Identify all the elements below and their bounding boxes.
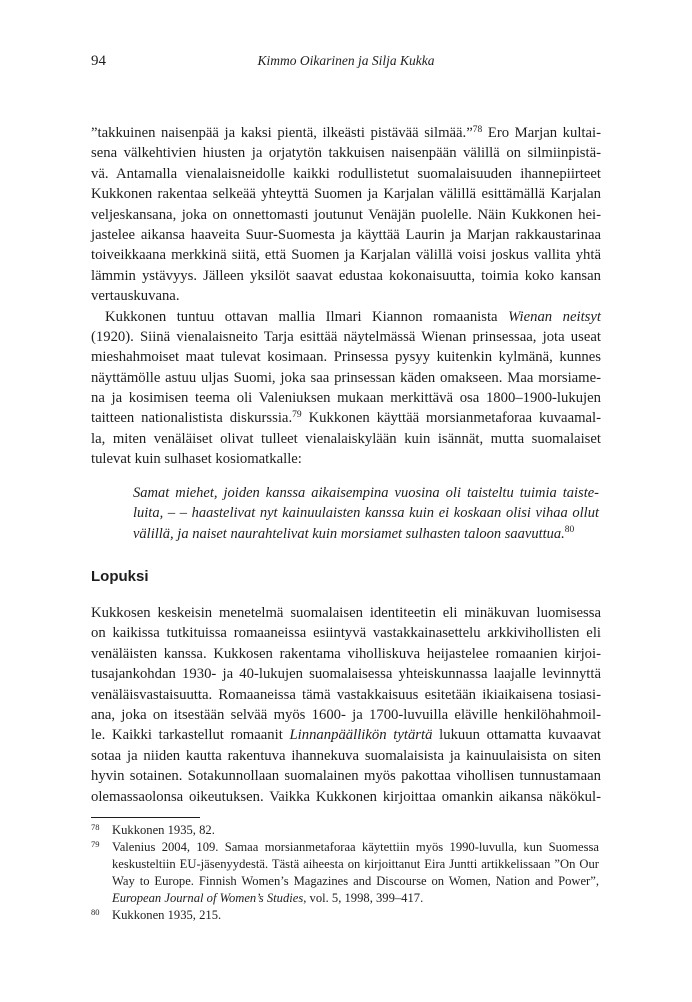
body-line: la, miten venäläiset olivat tulleet vienalaiskylään kuin isännät, mutta suomalaiset (91, 430, 601, 447)
body-line: tusajankohdan 1930- ja 40-lukujen suomalaisessa yhteiskunnassa laajalle levinnyttä (91, 666, 601, 683)
line-text: le. Kaikki tarkastellut romaanit (91, 727, 290, 744)
page-number: 94 (91, 53, 106, 69)
footnote-line (112, 890, 599, 907)
footnote-number: 79 (91, 839, 100, 849)
line-text: Kukkonen käyttää morsianmetaforaa kuvaamal- (301, 410, 601, 427)
body-text (91, 123, 601, 470)
body-line: Kukkonen rakentaa selkeää yhteyttä Suomen ja Karjalan välillä esittämällä Karjalan (91, 186, 601, 203)
body-line: venäläisten kanssa. Kukkosen rakentama viholliskuva heijastelee romaanien kirjoi- (91, 645, 601, 662)
footnote-line: Valenius 2004, 109. Samaa morsianmetaforaa käytettiin myös 1990-luvulla, kun Suomessa (112, 840, 599, 854)
line-text: Kukkonen tuntuu ottavan mallia Ilmari Kiannon romaanista (105, 308, 509, 325)
footnote-number: 80 (91, 907, 100, 917)
line-text: Ero Marjan kultai- (482, 125, 601, 141)
book-title: Wienan neitsyt (508, 308, 601, 325)
body-line: näyttämölle astuu uljas Suomi, joka saa prinsessan käden omakseen. Maa morsiame- (91, 369, 601, 386)
body-line (91, 307, 601, 327)
quote-line: luita, – – haastelivat nyt kainuulaisten kanssa kuin ei koskaan olisi vihaa ollut (133, 505, 599, 522)
paragraph-2 (91, 307, 601, 470)
section-heading: Lopuksi (91, 568, 149, 585)
paragraph-1 (91, 123, 601, 307)
paragraph-3 (91, 603, 601, 807)
body-line: hyvin sotainen. Sotakunnollaan suomalainen myös pakottaa vihollisen tunnustamaan (91, 768, 601, 785)
body-line: on kaikissa tutkituissa romaaneissa esiintyvä vastakkainasettelu arkkivihollisten eli (91, 625, 601, 642)
line-text: taitteen nationalistista diskurssia. (91, 410, 293, 427)
footnote-line: Kukkonen 1935, 215. (112, 908, 222, 922)
footnote-number: 78 (91, 822, 100, 832)
body-line: mieshahmoiset maat tulevat kosimaan. Prinsessa pysyy kuitenkin kylmänä, kunnes (91, 349, 601, 366)
body-line (91, 123, 601, 143)
body-line: lämmin ystävyys. Jälleen yksilöt saavat edustaa kokonaisuutta, toimia koko kansan (91, 267, 601, 284)
body-line: vertauskuvana. (91, 288, 180, 305)
body-line: olemassaolonsa oikeutuksen. Vaikka Kukkonen kirjoittaa omankin aikansa näkökul- (91, 788, 601, 805)
footnotes (91, 822, 599, 924)
quote-line (133, 524, 599, 544)
body-line: tulevat kuin sulhaset kosiomatkalle: (91, 451, 302, 468)
footnote-line: Kukkonen 1935, 82. (112, 823, 215, 837)
body-line (91, 725, 601, 745)
running-head: Kimmo Oikarinen ja Silja Kukka (257, 53, 435, 68)
footnote (91, 839, 599, 907)
body-line: (1920). Siinä vienalaisneito Tarja esittää näytelmässä Wienan prinsessaa, jota useat (91, 328, 601, 345)
body-line: jastelee aikansa haaveita Suur-Suomesta ja käyttää Laurin ja Marjan rakkaustarinaa (91, 226, 601, 243)
body-line: sena välkehtivien hiusten ja orjatytön takkuisen naisenpään välillä on silmiinpistä- (91, 145, 601, 162)
body-line: toiveikkaana merkkinä siitä, että Suomen ja Karjalan välillä voisi joskus vallita yhtä (91, 247, 601, 264)
line-text: lukuun ottamatta kuvaavat (432, 727, 601, 744)
line-text: välillä, ja naiset naurahtelivat kuin morsiamet sulhasten taloon saavuttua. (133, 525, 565, 542)
line-text: , vol. 5, 1998, 399–417. (303, 891, 424, 905)
body-line: ana, joka on itsestään selvää myös 1600- ja 1700-luvuilla eläville henkilöhahmoil- (91, 706, 601, 723)
footnote (91, 822, 599, 839)
book-title: Linnanpäällikön tytärtä (289, 727, 433, 744)
block-quote (133, 483, 599, 544)
body-line: na ja kosimisen teema oli Valeniuksen mukaan merkittävä osa 1800–1900-lukujen (91, 390, 601, 407)
body-line: sotaa ja niiden kautta rakentuva ihannekuva suomalaisista ja kainuulaisista on siten (91, 747, 601, 764)
body-line: vä. Antamalla vienalaisneidolle kaikki rodullistetut suomalaisuuden ihannepiirteet (91, 165, 601, 182)
footnote-line: keskusteltiin EU-jäsenyydestä. Tästä aiheesta on kirjoittanut Eira Juntti artikkelissaan ”On Our (112, 857, 599, 871)
body-line: veljeskansana, joka on onnettomasti joutunut Venäjän puolelle. Näin Kukkonen hei- (91, 206, 601, 223)
line-text: ”takkuinen naisenpää ja kaksi pientä, ilkeästi pistävää silmää.” (91, 125, 473, 141)
footnote-line: Way to Europe. Finnish Women’s Magazines and Discourse on Women, Nation and Power”, (112, 874, 599, 888)
footnote-ref: 79 (292, 409, 302, 420)
journal-title: European Journal of Women’s Studies (112, 891, 304, 905)
footnote-ref: 78 (472, 124, 483, 135)
quote-line: Samat miehet, joiden kanssa aikaisempina vuosina oli taisteltu tuimia taiste- (133, 485, 599, 501)
body-line (91, 408, 601, 428)
footnote (91, 907, 599, 924)
body-line: Kukkosen keskeisin menetelmä suomalaisen identiteetin eli minäkuvan luomisessa (91, 605, 601, 621)
footnote-separator (91, 817, 200, 818)
footnote-ref: 80 (564, 525, 575, 536)
body-line: venäläisvastaisuutta. Romaaneissa tämä vastakkaisuus esitetään ikiaikaisena tosiasi- (91, 686, 601, 703)
